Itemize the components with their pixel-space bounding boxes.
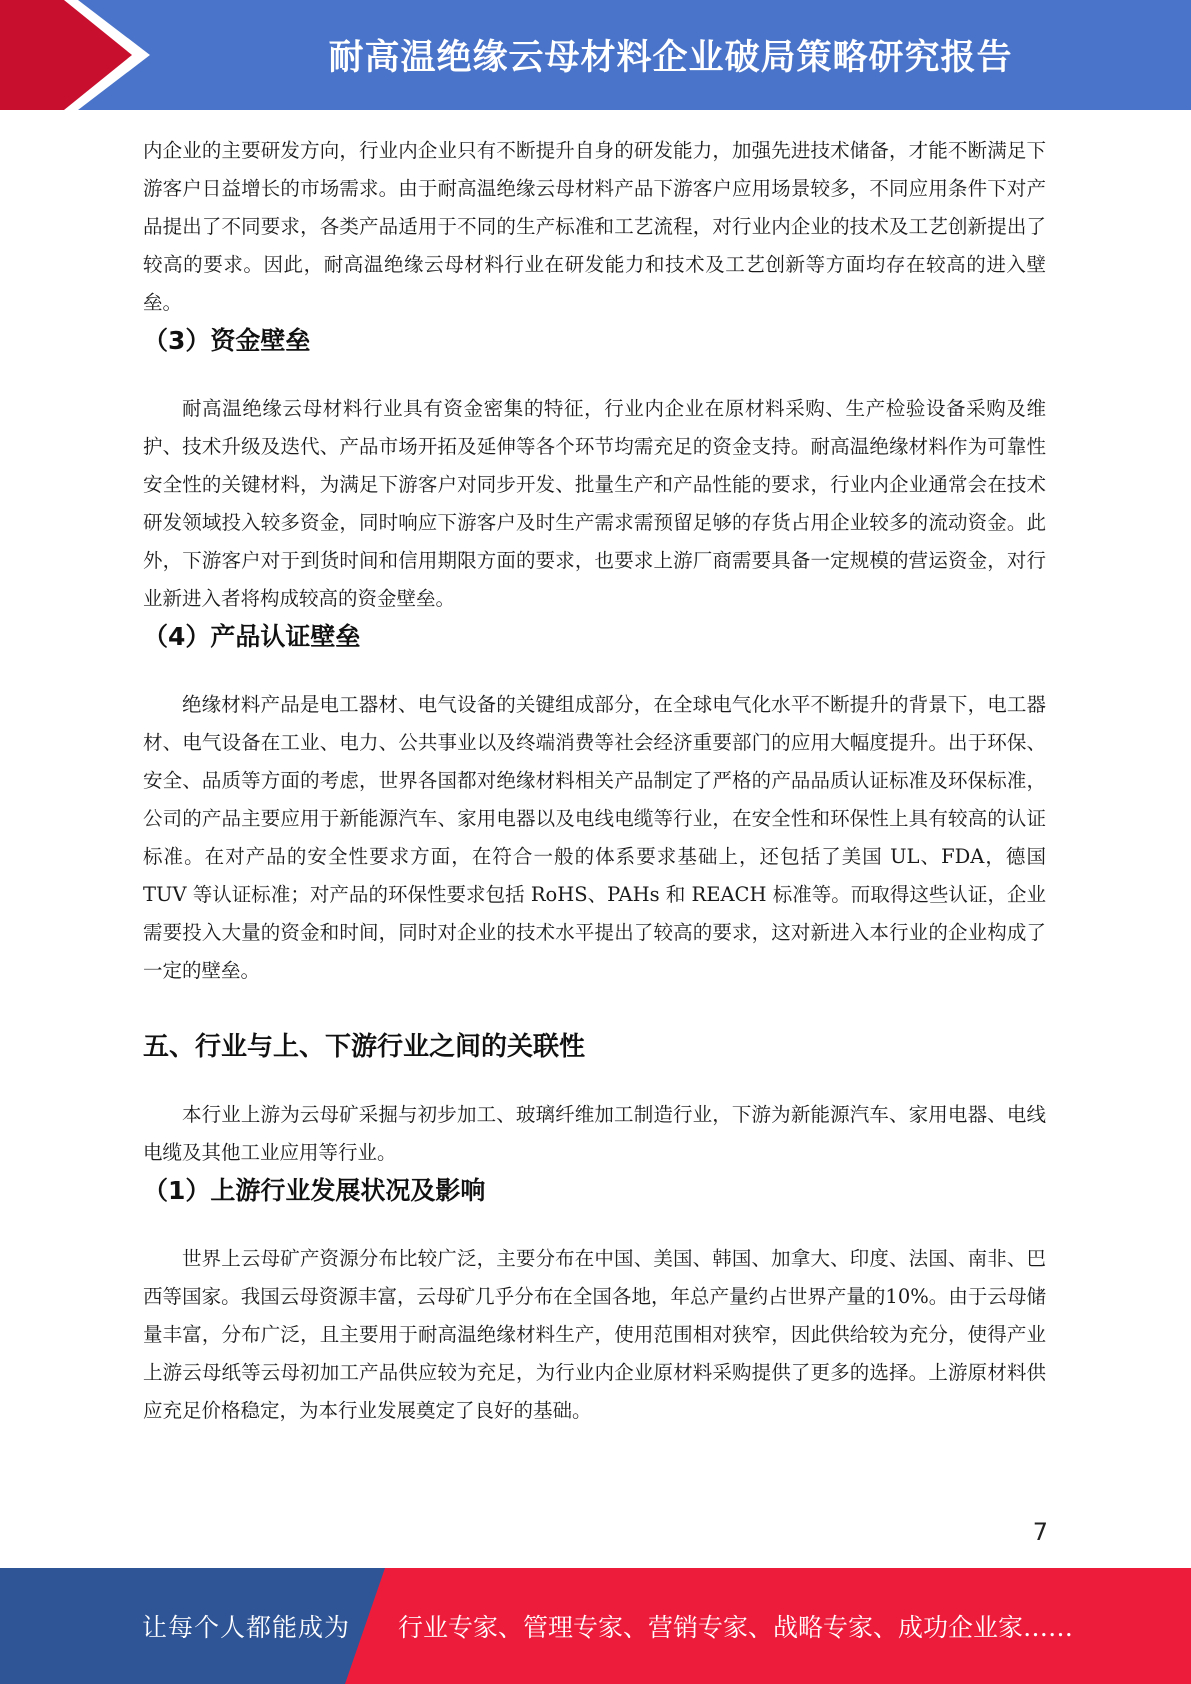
document-body [143, 132, 1046, 1430]
paragraph-certification-barrier: 绝缘材料产品是电工器材、电气设备的关键组成部分，在全球电气化水平不断提升的背景下，电工器材、电气设备在工业、电力、公共事业以及终端消费等社会经济重要部门的应用大幅度提升。出于环保、安全、品质等方面的考虑，世界各国都对绝缘材料相关产品制定了严格的产品品质认证标准及环保标准，公司的产品主要应用于新能源汽车、家用电器以及电线电缆等行业，在安全性和环保性上具有较高的认证标准。在对产品的安全性要求方面，在符合一般的体系要求基础上，还包括了美国 UL、FDA，德国 TUV 等认证标准；对产品的环保性要求包括 RoHS、PAHs 和 REACH 标准等。而取得这些认证，企业需要投入大量的资金和时间，同时对企业的技术水平提出了较高的要求，这对新进入本行业的企业构成了一定的壁垒。 [143, 693, 1046, 982]
paragraph-upstream-industry: 世界上云母矿产资源分布比较广泛，主要分布在中国、美国、韩国、加拿大、印度、法国、南非、巴西等国家。我国云母资源丰富，云母矿几乎分布在全国各地，年总产量约占世界产量的10%。由于云母储量丰富，分布广泛，且主要用于耐高温绝缘材料生产，使用范围相对狭窄，因此供给较为充分，使得产业上游云母纸等云母初加工产品供应较为充足，为行业内企业原材料采购提供了更多的选择。上游原材料供应充足价格稳定，为本行业发展奠定了良好的基础。 [143, 1247, 1046, 1422]
paragraph-section-five: 本行业上游为云母矿采掘与初步加工、玻璃纤维加工制造行业，下游为新能源汽车、家用电器、电线电缆及其他工业应用等行业。 [143, 1103, 1046, 1164]
page-header [0, 0, 1191, 110]
page-footer [0, 1568, 1191, 1684]
heading-certification-barrier: （4）产品认证壁垒 [143, 622, 361, 651]
report-title: 耐高温绝缘云母材料企业破局策略研究报告 [328, 38, 1013, 78]
heading-upstream-industry: （1）上游行业发展状况及影响 [143, 1176, 486, 1205]
footer-slogan-left: 让每个人都能成为 [142, 1613, 351, 1642]
footer-slogan-right: 行业专家、管理专家、营销专家、战略专家、成功企业家…… [398, 1613, 1074, 1642]
heading-capital-barrier: （3）资金壁垒 [143, 326, 311, 355]
header-arrow-icon [0, 0, 160, 110]
paragraph-intro: 内企业的主要研发方向，行业内企业只有不断提升自身的研发能力，加强先进技术储备，才能不断满足下游客户日益增长的市场需求。由于耐高温绝缘云母材料产品下游客户应用场景较多，不同应用条件下对产品提出了不同要求，各类产品适用于不同的生产标准和工艺流程，对行业内企业的技术及工艺创新提出了较高的要求。因此，耐高温绝缘云母材料行业在研发能力和技术及工艺创新等方面均存在较高的进入壁垒。 [143, 139, 1046, 314]
page-number: 7 [1032, 1518, 1048, 1546]
heading-section-five: 五、行业与上、下游行业之间的关联性 [143, 1032, 586, 1062]
paragraph-capital-barrier: 耐高温绝缘云母材料行业具有资金密集的特征，行业内企业在原材料采购、生产检验设备采购及维护、技术升级及迭代、产品市场开拓及延伸等各个环节均需充足的资金支持。耐高温绝缘材料作为可靠性安全性的关键材料，为满足下游客户对同步开发、批量生产和产品性能的要求，行业内企业通常会在技术研发领域投入较多资金，同时响应下游客户及时生产需求需预留足够的存货占用企业较多的流动资金。此外，下游客户对于到货时间和信用期限方面的要求，也要求上游厂商需要具备一定规模的营运资金，对行业新进入者将构成较高的资金壁垒。 [143, 397, 1046, 610]
